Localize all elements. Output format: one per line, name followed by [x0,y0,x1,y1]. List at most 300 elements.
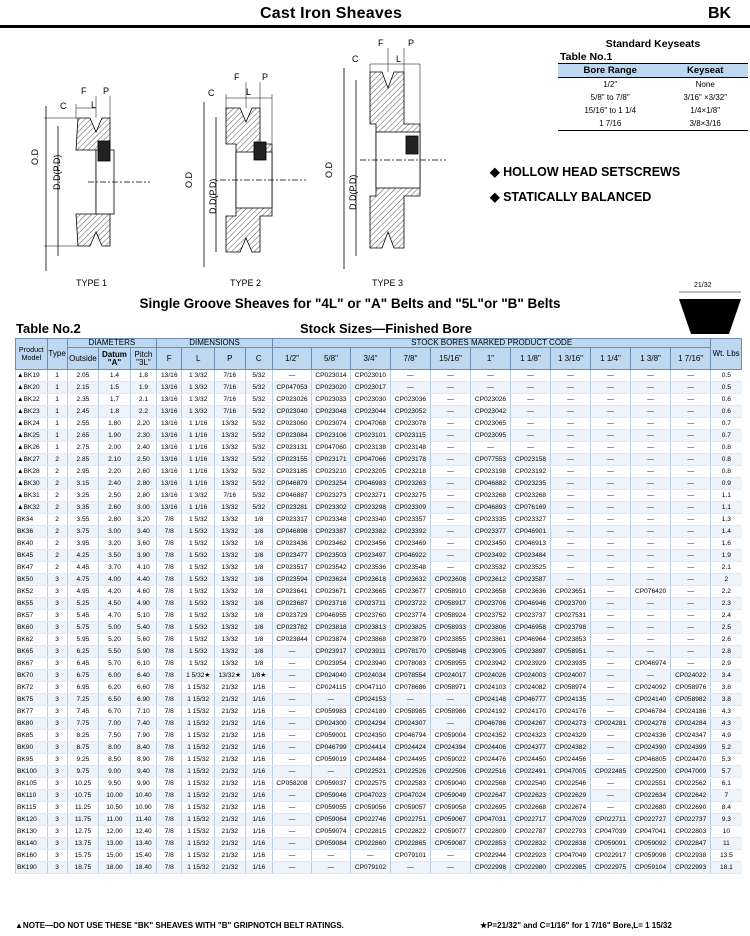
table-cell: CP023671 [311,586,350,598]
table-cell: 1 15/32 [182,862,215,874]
table-cell: CP024192 [471,706,511,718]
table-cell: — [551,574,591,586]
col-bore: 1 3/16" [551,348,591,370]
table-cell: 5.00 [99,622,131,634]
table-cell: CP047039 [591,826,631,838]
table-cell: 13/32 [215,634,246,646]
table-cell: 1 15/32 [182,694,215,706]
table-cell: 1/8 [245,598,272,610]
table-cell: — [631,550,671,562]
table-cell: 5/32 [245,430,272,442]
table-cell: 13/32 [215,538,246,550]
table-cell: CP059098 [631,850,671,862]
table-cell: CP022980 [511,862,551,874]
table-cell: — [671,598,711,610]
table-cell: 2.80 [130,490,156,502]
table-cell: 7/8 [157,538,182,550]
type2-p-label: P [262,72,269,82]
table-cell: 5.90 [130,646,156,658]
table-cell: CP023158 [511,454,551,466]
table-cell: CP022690 [671,802,711,814]
model-cell: ▲BK27 [16,454,48,466]
table-cell: CP023782 [273,622,312,634]
model-cell: BK57 [16,610,48,622]
table-cell: 9.75 [67,766,99,778]
table-cell: — [591,454,631,466]
table-cell: 11.40 [130,814,156,826]
table-cell: 3 [47,574,67,586]
table-cell: 1 15/32 [182,826,215,838]
table-row [16,442,742,454]
model-cell: ▲BK23 [16,406,48,418]
table-cell: CP024115 [311,682,350,694]
table-cell: — [273,802,312,814]
table-cell: CP023935 [551,658,591,670]
table-cell: CP024267 [511,718,551,730]
model-cell: ▲BK22 [16,394,48,406]
table-cell: 1/16 [245,682,272,694]
table-cell: — [551,454,591,466]
type1-f-label: F [81,86,87,96]
table-cell: — [551,478,591,490]
table-cell: CP022647 [471,790,511,802]
table-cell: 3 [47,694,67,706]
table-cell: — [631,646,671,658]
table-row [16,850,742,862]
table-cell: CP022787 [511,826,551,838]
table-cell: 4.50 [99,598,131,610]
table-cell: 21/32 [215,682,246,694]
table-cell: CP023115 [390,430,430,442]
table-row [16,862,742,874]
table-cell: 1 15/32 [182,718,215,730]
table-cell: CP024399 [671,742,711,754]
table-cell: 7/16 [215,406,246,418]
table-cell: 1 [47,394,67,406]
table-cell: — [551,562,591,574]
table-cell: 7 [711,790,742,802]
table-cell: 13/32 [215,622,246,634]
table-cell: 8.40 [130,742,156,754]
table-cell: 2.95 [67,466,99,478]
table-cell: 5/32 [245,478,272,490]
table-cell: 13/16 [157,442,182,454]
table-cell: CP047049 [551,850,591,862]
table-cell: 3.00 [99,526,131,538]
table-cell: 1.90 [99,430,131,442]
table-cell: 3 [47,790,67,802]
table-cell: 1/8 [245,562,272,574]
table-cell: — [273,658,312,670]
table-cell: 13/32 [215,658,246,670]
table-cell: — [511,442,551,454]
type3-dpd-label: D.D(P.D) [348,174,358,210]
table-cell: — [551,538,591,550]
table-cell: CP022500 [631,766,671,778]
table-cell: CP023268 [511,490,551,502]
table-cell: — [671,394,711,406]
table-cell: — [273,826,312,838]
table-cell: 2.55 [67,418,99,430]
table-cell: — [511,406,551,418]
table-cell: CP059001 [311,730,350,742]
table-cell: — [591,730,631,742]
table-cell: 2 [47,466,67,478]
table-cell: 1 [47,370,67,382]
table-cell: 1 1/16 [182,478,215,490]
table-cell: CP023178 [390,454,430,466]
table-cell: 9.00 [99,766,131,778]
table-cell: CP023302 [311,502,350,514]
table-cell: 1/16 [245,706,272,718]
table-cell: CP023525 [511,562,551,574]
table-cell: 3.40 [130,526,156,538]
keyseats-col-bore: Bore Range [558,64,662,78]
table-cell: 1 1/16 [182,418,215,430]
table-cell: CP079102 [350,862,390,874]
table-cell: CP022746 [350,814,390,826]
table-cell: — [631,670,671,682]
table-cell: 6.75 [67,670,99,682]
table-cell: CP059084 [311,838,350,850]
table-cell: 1.8 [99,406,131,418]
table-cell: CP046879 [273,478,312,490]
table-cell: CP023026 [273,394,312,406]
table-cell: 21/32 [215,706,246,718]
table-cell: CP023131 [273,442,312,454]
table-cell: — [671,610,711,622]
table-cell: — [591,778,631,790]
table-row [16,718,742,730]
table-cell: CP024484 [350,754,390,766]
table-cell: 3 [47,682,67,694]
table-cell: CP023040 [273,406,312,418]
table-cell: 3.15 [67,478,99,490]
table-cell: 4.9 [711,730,742,742]
table-cell: — [273,730,312,742]
type2-label: TYPE 2 [230,278,262,288]
table-cell: 13/32 [215,466,246,478]
table-cell: — [591,538,631,550]
table-cell: CP023281 [273,502,312,514]
table-cell: CP078170 [390,646,430,658]
table-cell: 1 3/32 [182,490,215,502]
table-cell: — [591,742,631,754]
keyseats-col-keyseat: Keyseat [662,64,748,78]
keyseat: 1/4×1/8" [690,106,721,115]
table-cell: CP024414 [350,742,390,754]
table-cell: CP059091 [591,838,631,850]
table-cell: 1/16 [245,766,272,778]
table-cell: 2 [47,490,67,502]
table-cell: — [631,562,671,574]
table-cell: 5.20 [99,634,131,646]
table-cell: 1.80 [99,418,131,430]
table-cell: 1/16 [245,778,272,790]
table-row [16,550,742,562]
table-row [16,814,742,826]
table-cell: CP024135 [551,694,591,706]
table-cell: 3.20 [99,538,131,550]
bore-range: 15/16" to 1 1/4 [584,106,637,115]
table-cell: — [390,382,430,394]
table-cell: 3 [47,598,67,610]
table-cell: CP046955 [311,610,350,622]
table-cell: 8.75 [67,742,99,754]
table-cell: CP046974 [631,658,671,670]
table-cell: 4.60 [130,586,156,598]
table-cell: 13/32 [215,526,246,538]
table-cell: CP023492 [471,550,511,562]
table-cell: — [631,466,671,478]
table-cell: 3.4 [711,670,742,682]
table-cell: CP059983 [311,706,350,718]
table-cell: CP046882 [471,478,511,490]
table-cell: 8.90 [130,754,156,766]
table-cell: 5/32 [245,406,272,418]
table-cell: 1 1/16 [182,442,215,454]
table-cell: CP024377 [511,742,551,754]
type3-label: TYPE 3 [372,278,404,288]
table-cell: 2 [47,502,67,514]
table-cell: — [471,442,511,454]
table-cell: CP022993 [671,862,711,874]
table-cell: 1/8 [245,634,272,646]
table-cell: 12.00 [99,826,131,838]
model-cell: BK110 [16,790,48,802]
table-row [16,382,742,394]
table-row [16,514,742,526]
table-cell: 1 3/32 [182,406,215,418]
table-cell: 7/8 [157,814,182,826]
table-row [558,91,748,104]
table-cell: — [591,490,631,502]
table-cell: CP023618 [350,574,390,586]
table-cell: CP024189 [350,706,390,718]
table-cell: 13/32★ [215,670,246,682]
table-cell: CP059049 [430,790,470,802]
table2-label: Table No.2 [16,321,81,336]
table-cell: 1 5/32 [182,538,215,550]
table-cell: 2.35 [67,394,99,406]
table-cell: — [591,502,631,514]
table-cell: 6.45 [67,658,99,670]
table-cell: — [430,850,470,862]
table-cell: 1.1 [711,502,742,514]
table-cell: CP058924 [430,610,470,622]
table-cell: CP059056 [350,802,390,814]
type3-diagram [336,44,446,274]
table-cell: 5/32 [245,382,272,394]
table-cell: CP058955 [430,658,470,670]
table-cell: 7/8 [157,694,182,706]
table-cell: — [551,430,591,442]
table-cell: — [631,370,671,382]
table-cell: — [511,430,551,442]
table-cell: 7/8 [157,826,182,838]
table-cell: CP023469 [390,538,430,550]
bore-range: 5/8" to 7/8" [590,93,630,102]
table-cell: 13.75 [67,838,99,850]
model-cell: BK140 [16,838,48,850]
table-cell: — [671,634,711,646]
table-cell: — [430,550,470,562]
table-cell: CP059092 [631,838,671,850]
table-cell: 13/32 [215,502,246,514]
table-cell: CP023268 [471,490,511,502]
table-cell: — [273,754,312,766]
table-cell: — [671,622,711,634]
table-cell: — [430,862,470,874]
table-cell: 6.20 [99,682,131,694]
table-cell: 8.25 [67,730,99,742]
table-cell: CP022516 [471,766,511,778]
table-cell: CP024026 [471,670,511,682]
table-cell: 3 [47,646,67,658]
table-cell: CP077553 [471,454,511,466]
table-cell: 7.10 [130,706,156,718]
table-cell: 0.5 [711,370,742,382]
table-cell: 7/16 [215,370,246,382]
table-cell: 13/16 [157,466,182,478]
table-cell: 1/8 [245,514,272,526]
table-cell: 1 15/32 [182,778,215,790]
table-cell: CP023503 [311,550,350,562]
table-cell: 3.25 [67,490,99,502]
type1-l-label: L [91,100,97,110]
table-cell: 7/8 [157,514,182,526]
table-cell: — [591,406,631,418]
table-cell: 3.8 [711,694,742,706]
table-cell: — [671,562,711,574]
table-cell: 18.00 [99,862,131,874]
table-cell: CP024323 [511,730,551,742]
table-cell: — [551,406,591,418]
table-cell: CP024390 [631,742,671,754]
table-cell: 1 15/32 [182,790,215,802]
table-cell: 9.90 [130,778,156,790]
table-cell: 7/8 [157,526,182,538]
table-cell: 1.3 [711,514,742,526]
keyseats-title: Standard Keyseats [605,38,701,50]
col-bore: 1 7/16" [671,348,711,370]
table-cell: 1 [47,430,67,442]
table-cell: CP047053 [273,382,312,394]
model-cell: BK45 [16,550,48,562]
table-cell: CP023392 [390,526,430,538]
table-cell: CP023065 [471,418,511,430]
table-cell: CP023095 [471,430,511,442]
table-cell: — [551,394,591,406]
table-cell: 2.1 [711,562,742,574]
table-cell: CP023641 [273,586,312,598]
table-cell: CP023436 [273,538,312,550]
table-cell: 13/32 [215,586,246,598]
model-cell: BK72 [16,682,48,694]
table-cell: 2.40 [130,442,156,454]
table-cell: 13/16 [157,502,182,514]
table-cell: CP023263 [390,478,430,490]
col-pitch: Pitch "3L" [130,348,156,370]
footnote-gripnotch: ▲NOTE—DO NOT USE THESE "BK" SHEAVES WITH "B" GRIPNOTCH BELT RATINGS. [15,921,344,930]
col-f: F [157,348,182,370]
table-cell: 18.40 [130,862,156,874]
table-cell: 6.10 [130,658,156,670]
table-cell: 7/8 [157,802,182,814]
table-row [16,730,742,742]
table-cell: CP023818 [311,622,350,634]
table-cell: — [430,478,470,490]
table-cell: 2.05 [67,370,99,382]
table-cell: 1/8 [245,622,272,634]
table-cell: 21/32 [215,718,246,730]
model-cell: BK65 [16,646,48,658]
model-cell: BK90 [16,742,48,754]
table-cell: — [671,418,711,430]
model-cell: ▲BK32 [16,502,48,514]
type2-diagram [196,72,306,272]
table-row [16,574,742,586]
table-cell: CP023020 [311,382,350,394]
table-cell: 3 [47,610,67,622]
table-cell: 2.85 [67,454,99,466]
table-cell: 0.6 [711,406,742,418]
table-cell: CP023074 [311,418,350,430]
table-cell: CP022491 [511,766,551,778]
table-cell: CP046784 [631,706,671,718]
table-cell: 1/8★ [245,670,272,682]
table-cell: 1.6 [711,538,742,550]
table-cell: CP024476 [471,754,511,766]
table-cell: 7/8 [157,634,182,646]
table-cell: CP023171 [311,454,350,466]
table-cell: 12.75 [67,826,99,838]
table-cell: 1 15/32 [182,766,215,778]
table-cell: 5.3 [711,754,742,766]
table-cell: — [511,370,551,382]
stock-sizes-table [15,338,742,874]
table-cell: 3 [47,778,67,790]
table-cell: CP024382 [551,742,591,754]
table-cell: — [471,382,511,394]
feature-balanced: ◆ STATICALLY BALANCED [490,190,652,204]
table-cell: 1/8 [245,610,272,622]
table-row [16,646,742,658]
table-cell: 0.6 [711,394,742,406]
table-cell: 7/8 [157,658,182,670]
table-cell: 3 [47,742,67,754]
model-cell: BK120 [16,814,48,826]
col-bore: 15/16" [430,348,470,370]
table-cell: 15.00 [99,850,131,862]
table-cell: 1 15/32 [182,706,215,718]
table-row [16,838,742,850]
table-cell: CP022923 [511,850,551,862]
table-row [16,658,742,670]
table-cell: CP023387 [311,526,350,538]
table-cell: 1.9 [130,382,156,394]
table-cell: 2.80 [130,478,156,490]
table-cell: — [591,682,631,694]
belt-dim-label: 21/32 [694,282,712,289]
table-cell: 1 1/16 [182,430,215,442]
table-cell: — [591,634,631,646]
table-cell: 3.00 [130,502,156,514]
table-cell: 2.1 [130,394,156,406]
table-cell: CP024273 [551,718,591,730]
table-cell: CP023026 [471,394,511,406]
table-cell: CP022680 [631,802,671,814]
